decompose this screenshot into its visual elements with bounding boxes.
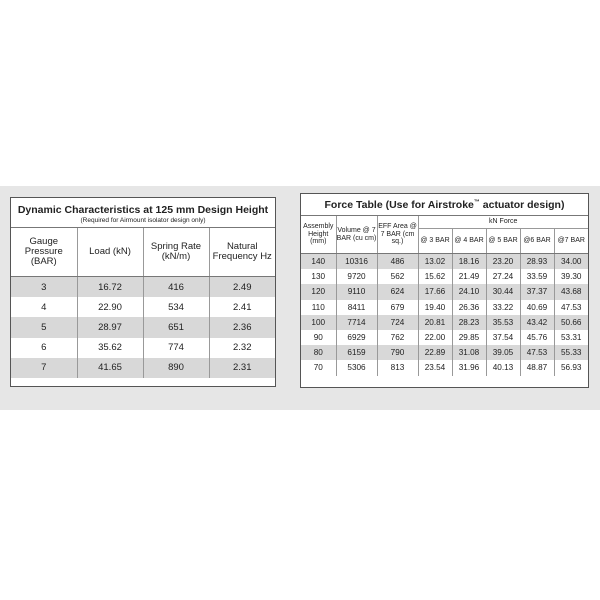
trademark-symbol: ™ xyxy=(473,199,480,206)
table-cell: 70 xyxy=(301,360,336,375)
force-table-row xyxy=(301,254,588,270)
dynamic-table-title: Dynamic Characteristics at 125 mm Design Height xyxy=(17,204,269,216)
table-cell: 30.44 xyxy=(486,284,520,299)
table-cell: 6 xyxy=(11,338,77,358)
header-volume: Volume @ 7 BAR (cu cm) xyxy=(336,216,377,254)
table-cell: 28.93 xyxy=(520,254,554,270)
table-cell: 80 xyxy=(301,345,336,360)
table-cell: 22.00 xyxy=(418,330,452,345)
table-cell: 6159 xyxy=(336,345,377,360)
table-cell: 23.54 xyxy=(418,360,452,375)
force-table-title xyxy=(301,194,588,216)
table-cell: 40.13 xyxy=(486,360,520,375)
table-cell: 24.10 xyxy=(452,284,486,299)
header-6-bar: @6 BAR xyxy=(520,229,554,254)
table-cell: 100 xyxy=(301,315,336,330)
header-4-bar: @ 4 BAR xyxy=(452,229,486,254)
table-cell: 130 xyxy=(301,269,336,284)
header-7-bar: @7 BAR xyxy=(554,229,588,254)
table-cell: 9110 xyxy=(336,284,377,299)
force-table-row xyxy=(301,360,588,375)
force-table-row xyxy=(301,315,588,330)
table-cell: 120 xyxy=(301,284,336,299)
table-cell: 39.05 xyxy=(486,345,520,360)
table-cell: 21.49 xyxy=(452,269,486,284)
header-natural-frequency: Natural Frequency Hz xyxy=(209,228,275,277)
table-cell: 790 xyxy=(377,345,418,360)
table-cell: 18.16 xyxy=(452,254,486,270)
table-cell: 27.24 xyxy=(486,269,520,284)
table-cell: 43.42 xyxy=(520,315,554,330)
table-cell: 26.36 xyxy=(452,300,486,315)
table-cell: 23.20 xyxy=(486,254,520,270)
dynamic-table-row xyxy=(11,277,275,298)
table-cell: 45.76 xyxy=(520,330,554,345)
header-gauge-pressure: Gauge Pressure (BAR) xyxy=(11,228,77,277)
header-5-bar: @ 5 BAR xyxy=(486,229,520,254)
table-cell: 33.59 xyxy=(520,269,554,284)
table-cell: 486 xyxy=(377,254,418,270)
dynamic-table-row xyxy=(11,338,275,358)
table-cell: 2.31 xyxy=(209,358,275,378)
table-cell: 9720 xyxy=(336,269,377,284)
table-cell: 22.89 xyxy=(418,345,452,360)
header-load: Load (kN) xyxy=(77,228,143,277)
table-cell: 31.08 xyxy=(452,345,486,360)
table-cell: 813 xyxy=(377,360,418,375)
table-cell: 2.32 xyxy=(233,342,252,354)
force-table-grid xyxy=(301,216,588,376)
dynamic-characteristics-table xyxy=(10,197,276,387)
table-cell: 110 xyxy=(301,300,336,315)
table-cell: 416 xyxy=(143,277,209,298)
force-table-title-text: Force Table (Use for Airstroke xyxy=(324,199,474,211)
table-cell: 651 xyxy=(143,317,209,337)
table-cell: 90 xyxy=(301,330,336,345)
table-cell: 31.96 xyxy=(452,360,486,375)
table-cell: 17.66 xyxy=(418,284,452,299)
table-cell: 28.23 xyxy=(452,315,486,330)
header-assembly-height: Assembly Height (mm) xyxy=(301,216,336,254)
dynamic-table-header-row xyxy=(11,228,275,277)
table-cell: 774 xyxy=(143,338,209,358)
table-cell: 35.62 xyxy=(77,338,143,358)
table-cell: 37.37 xyxy=(520,284,554,299)
header-3-bar: @ 3 BAR xyxy=(418,229,452,254)
force-table-row xyxy=(301,284,588,299)
table-cell: 47.53 xyxy=(561,302,582,312)
force-table xyxy=(300,193,589,388)
table-cell: 724 xyxy=(377,315,418,330)
table-cell: 2.41 xyxy=(233,301,252,313)
table-cell: 140 xyxy=(301,254,336,270)
dynamic-table-subtitle: (Required for Airmount isolator design only) xyxy=(11,216,275,228)
table-cell: 55.33 xyxy=(554,345,588,360)
table-cell: 37.54 xyxy=(486,330,520,345)
table-cell: 5306 xyxy=(336,360,377,375)
table-cell: 2.49 xyxy=(209,277,275,298)
table-cell: 7 xyxy=(11,358,77,378)
table-cell: 6929 xyxy=(336,330,377,345)
table-cell: 534 xyxy=(143,297,209,317)
table-cell: 28.97 xyxy=(77,317,143,337)
table-cell: 679 xyxy=(377,300,418,315)
table-cell: 10316 xyxy=(336,254,377,270)
force-table-title-end: actuator design) xyxy=(479,199,565,211)
table-cell: 41.65 xyxy=(77,358,143,378)
table-cell: 762 xyxy=(377,330,418,345)
table-cell: 40.69 xyxy=(520,300,554,315)
force-table-row xyxy=(301,269,588,284)
table-cell: 16.72 xyxy=(77,277,143,298)
header-eff-area: EFF Area @ 7 BAR (cm sq.) xyxy=(377,216,418,254)
table-cell: 4 xyxy=(11,297,77,317)
table-cell: 3 xyxy=(11,277,77,298)
table-cell: 53.31 xyxy=(561,333,582,343)
dynamic-table-row xyxy=(11,317,275,337)
table-cell: 48.87 xyxy=(520,360,554,375)
table-cell: 8411 xyxy=(336,300,377,315)
table-cell: 562 xyxy=(377,269,418,284)
table-cell: 890 xyxy=(143,358,209,378)
dynamic-table-row xyxy=(11,358,275,378)
table-cell: 35.53 xyxy=(486,315,520,330)
table-cell: 20.81 xyxy=(418,315,452,330)
force-table-row xyxy=(301,345,588,360)
table-cell: 2.36 xyxy=(209,317,275,337)
table-cell: 22.90 xyxy=(77,297,143,317)
table-cell: 624 xyxy=(377,284,418,299)
table-cell: 7714 xyxy=(336,315,377,330)
table-cell: 15.62 xyxy=(418,269,452,284)
table-cell: 13.02 xyxy=(418,254,452,270)
force-table-row xyxy=(301,300,588,315)
force-table-header-row xyxy=(301,216,588,229)
table-cell: 47.53 xyxy=(520,345,554,360)
table-cell: 56.93 xyxy=(561,363,582,373)
dynamic-table-grid xyxy=(11,228,275,378)
table-cell: 50.66 xyxy=(554,315,588,330)
table-cell: 5 xyxy=(11,317,77,337)
table-cell: 19.40 xyxy=(418,300,452,315)
header-kn-force: kN Force xyxy=(418,216,588,229)
table-cell: 39.30 xyxy=(561,272,582,282)
table-cell: 33.22 xyxy=(486,300,520,315)
dynamic-table-row xyxy=(11,297,275,317)
force-table-row xyxy=(301,330,588,345)
table-cell: 29.85 xyxy=(452,330,486,345)
table-cell: 43.68 xyxy=(554,284,588,299)
table-cell: 34.00 xyxy=(554,254,588,270)
header-spring-rate: Spring Rate (kN/m) xyxy=(143,228,209,277)
